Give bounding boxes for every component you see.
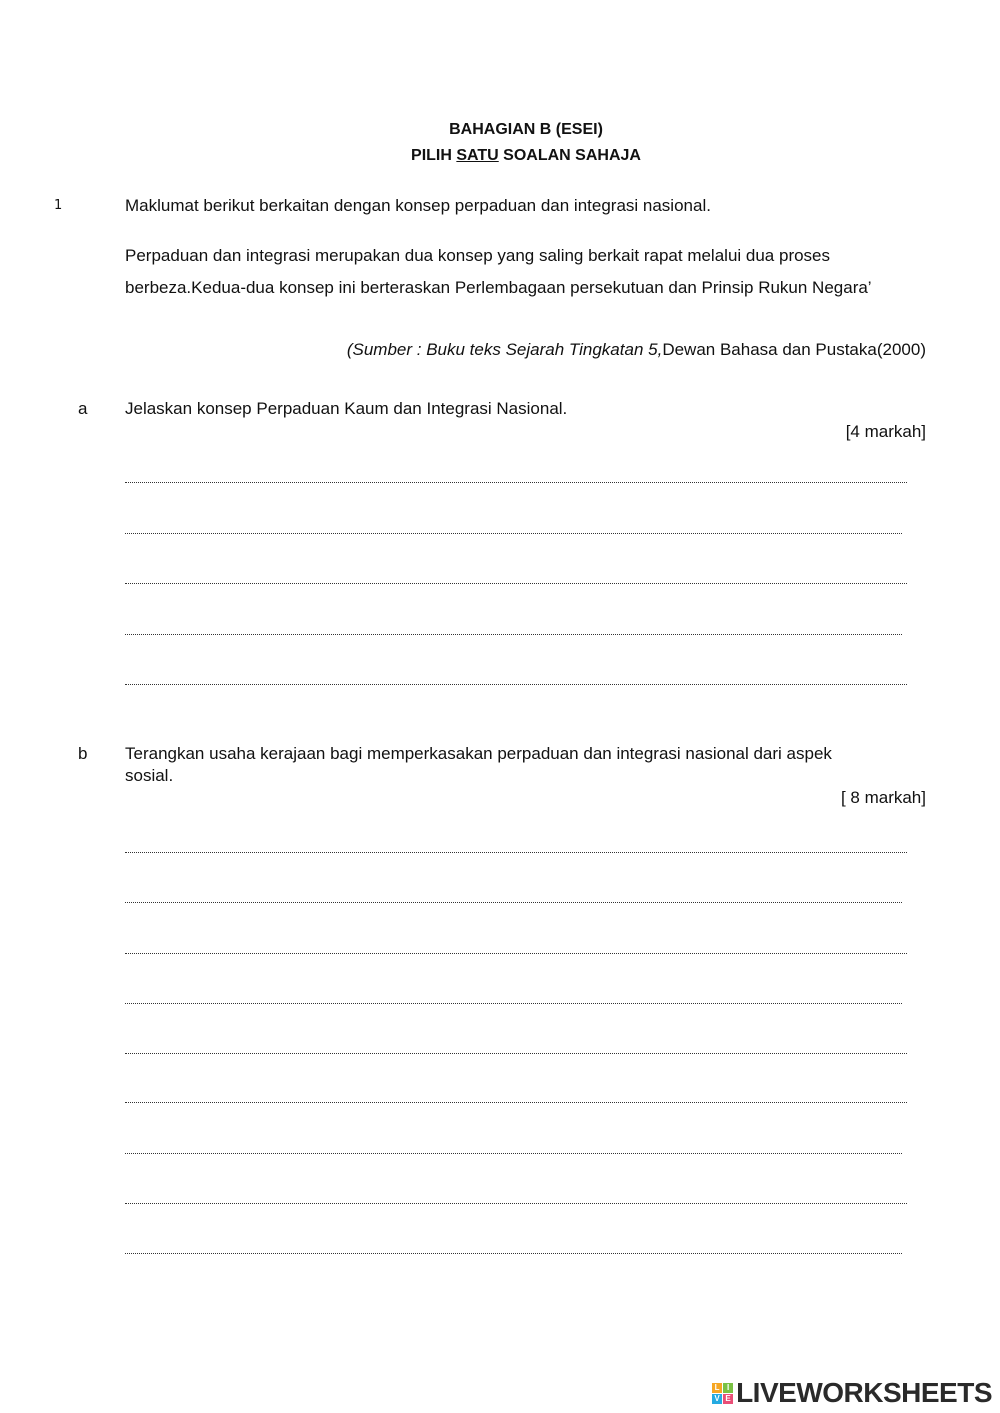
answer-line-a3[interactable] [125,580,907,584]
answer-line-b8[interactable] [125,1200,907,1204]
answer-line-a4[interactable] [125,631,902,635]
question-intro: Maklumat berikut berkaitan dengan konsep perpaduan dan integrasi nasional. [125,196,711,215]
answer-line-b4[interactable] [125,1000,902,1004]
liveworksheets-logo-icon [712,1383,733,1404]
part-a-question: Jelaskan konsep Perpaduan Kaum dan Integrasi Nasional. [125,399,568,418]
part-b-label: b [78,744,88,763]
section-title: BAHAGIAN B (ESEI) [449,121,603,138]
answer-line-b9[interactable] [125,1250,902,1254]
liveworksheets-brand [712,1378,992,1408]
answer-line-b6[interactable] [125,1099,907,1103]
part-b-question-line2: sosial. [125,766,174,785]
answer-line-a5[interactable] [125,681,907,685]
answer-line-a1[interactable] [125,479,907,483]
logo-cell: V [712,1394,722,1404]
source-plain: Dewan Bahasa dan Pustaka(2000) [662,340,926,359]
logo-cell: L [712,1383,722,1393]
answer-line-b3[interactable] [125,950,907,954]
part-b-question-line1: Terangkan usaha kerajaan bagi memperkasakan perpaduan dan integrasi nasional dari aspek [125,744,832,763]
question-number: 1 [54,198,63,213]
part-b-marks: [ 8 markah] [840,788,926,807]
part-a-label: a [78,399,88,418]
logo-cell: E [723,1394,733,1404]
instruction-emphasis: SATU [456,147,499,164]
part-a-marks: [4 markah] [845,422,926,441]
answer-line-b7[interactable] [125,1150,902,1154]
answer-line-b2[interactable] [125,899,902,903]
brand-name: LIVEWORKSHEETS [736,1377,992,1408]
section-instruction [0,147,1000,165]
instruction-suffix: SOALAN SAHAJA [498,147,641,164]
source-italic: (Sumber : Buku teks Sejarah Tingkatan 5, [346,340,663,359]
instruction-prefix: PILIH [411,147,457,164]
answer-line-b1[interactable] [125,849,907,853]
question-passage: Perpaduan dan integrasi merupakan dua konsep yang saling berkait rapat melalui dua proses berbeza.Kedua-dua konsep ini berteraskan Perlembagaan persekutuan dan Prinsip Rukun Negara’ [125,246,872,297]
answer-line-a2[interactable] [125,530,902,534]
answer-line-b5[interactable] [125,1050,907,1054]
logo-cell: I [723,1383,733,1393]
passage-source [286,340,926,360]
